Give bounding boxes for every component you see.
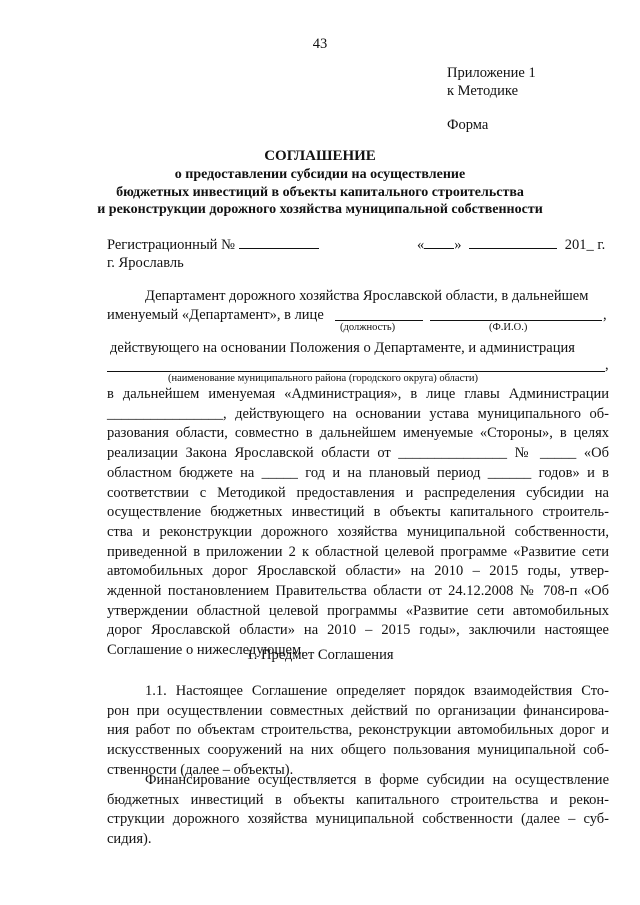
main-paragraph [107, 385, 609, 661]
para-line: областном бюджете на _____ год и на плановый период ______ годов» и в [107, 464, 609, 481]
city: г. Ярославль [107, 255, 184, 271]
para-line: Соглашение о нижеследующем. [107, 642, 305, 659]
municipality-caption: (наименование муниципального района (городского округа) области) [168, 373, 478, 384]
para-line: осуществление бюджетных инвестиций в объекты капитального строитель- [107, 504, 609, 521]
para-line: ния работ по объектам строительства, реконструкции автомобильных дорог и [107, 722, 609, 739]
appendix-line-1: Приложение 1 [447, 65, 536, 81]
section-1-paragraph-2 [107, 771, 609, 850]
fio-blank [430, 320, 602, 321]
para-line: дорог Ярославской области» на 2010 – 2015 годы», заключили настоящее [107, 622, 609, 639]
municipality-blank [107, 371, 605, 372]
para-line: разования области, совместно в дальнейшем именуемые «Стороны», в целях [107, 425, 609, 442]
para-line: Финансирование осуществляется в форме субсидии на осуществление [145, 772, 609, 788]
fio-caption: (Ф.И.О.) [489, 322, 528, 333]
document-subtitle [80, 166, 560, 219]
date-quote-open: « [417, 237, 425, 253]
date-line [417, 236, 605, 254]
registration-line [107, 236, 319, 254]
para-line: приведенной в приложении 2 к областной целевой программе «Развитие сети [107, 543, 609, 560]
para-line: утверждении областной целевой программы «Развитие сети автомобильных [107, 602, 609, 619]
date-month-blank [469, 236, 557, 249]
para-line: автомобильных дорог Ярославской области» на 2010 – 2015 годы, утвер- [107, 563, 609, 580]
para-line: 1.1. Настоящее Соглашение определяет порядок взаимодействия Сто- [145, 683, 609, 699]
comma-2: , [605, 357, 609, 373]
para-line: ________________, действующего на основании устава муниципального об- [107, 405, 609, 422]
para-line: искусственных сооружений на них общего пользования муниципальной соб- [107, 742, 609, 759]
para-line: бюджетных инвестиций в объекты капитального строительства и рекон- [107, 791, 609, 808]
subtitle-line-2: бюджетных инвестиций в объекты капитального строительства [116, 184, 524, 200]
comma: , [603, 307, 607, 323]
para-line: рон при осуществлении совместных действий по организации финансирова- [107, 702, 609, 719]
para-line: струкции дорожного хозяйства муниципальной собственности (далее – суб- [107, 811, 609, 828]
position-blank [335, 320, 423, 321]
para-line: в дальнейшем именуемая «Администрация», в лице главы Администрации [107, 386, 609, 402]
party-line-1: Департамент дорожного хозяйства Ярославской области, в дальнейшем [145, 288, 589, 304]
para-line: соответствии с Методикой предоставления и распределения субсидии на [107, 484, 609, 501]
party-line-2-text: именуемый «Департамент», в лице [107, 307, 324, 323]
appendix-line-2: к Методике [447, 83, 519, 99]
date-quote-close: » [454, 237, 462, 253]
position-caption: (должность) [340, 322, 396, 333]
para-line: реализации Закона Ярославской области от _______________ № _____ «Об [107, 445, 609, 462]
document-title: СОГЛАШЕНИЕ [264, 148, 376, 164]
appendix-note [447, 64, 536, 100]
para-line: ства и реконструкции дорожного хозяйства муниципальной собственности, [107, 523, 609, 540]
subtitle-line-3: и реконструкции дорожного хозяйства муниципальной собственности [97, 202, 543, 217]
para-line: ственности (далее – объекты). [107, 761, 294, 778]
section-1-heading: 1. Предмет Соглашения [246, 647, 394, 663]
para-line: жденной постановлением Правительства области от 24.12.2008 № 708-п «Об [107, 583, 609, 600]
date-year: 201_ г. [564, 237, 606, 253]
section-1-paragraph-1 [107, 682, 609, 781]
registration-number-blank [239, 236, 319, 249]
para-line: сидия). [107, 831, 152, 848]
form-label: Форма [447, 117, 489, 133]
party-line-3: действующего на основании Положения о Департаменте, и администрация [110, 340, 575, 356]
party-line-2 [107, 307, 324, 324]
page-number: 43 [312, 36, 328, 52]
subtitle-line-1: о предоставлении субсидии на осуществление [174, 167, 466, 182]
registration-label: Регистрационный № [107, 237, 235, 253]
date-day-blank [424, 236, 454, 249]
